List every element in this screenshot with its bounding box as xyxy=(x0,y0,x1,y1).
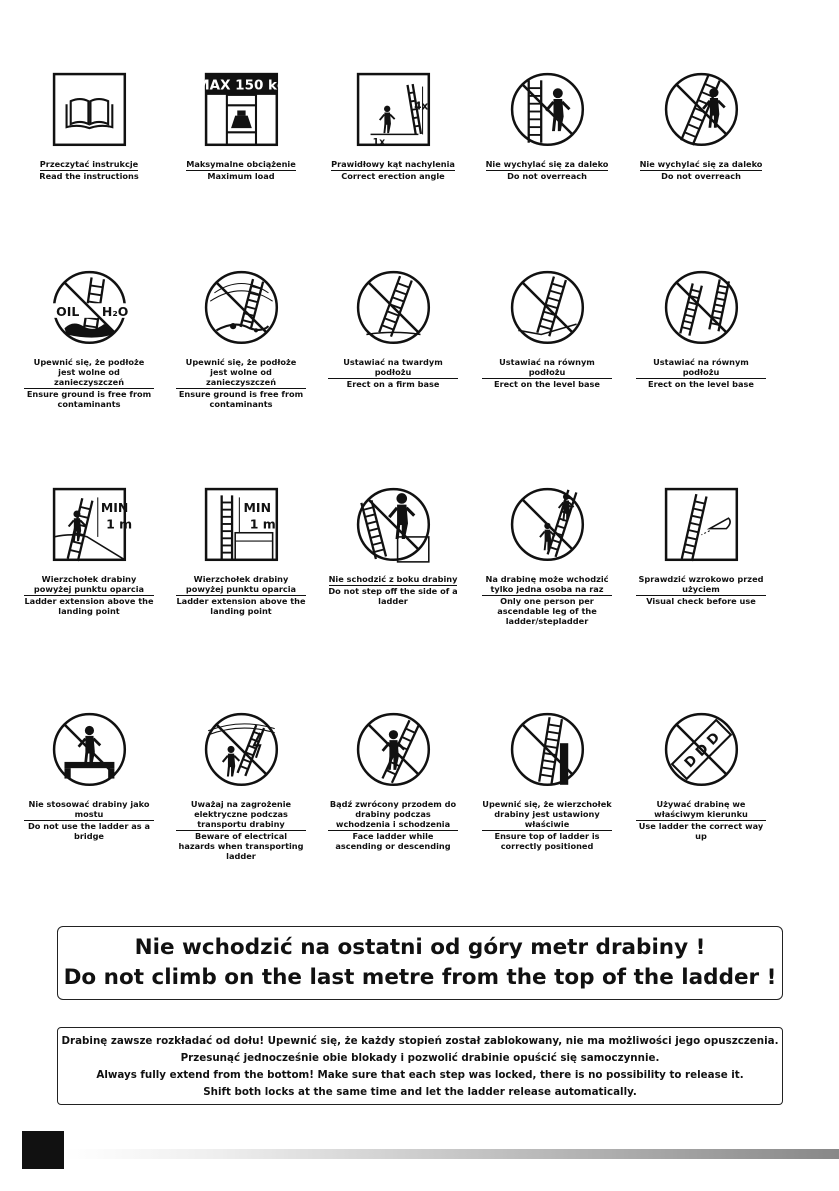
page-marker xyxy=(22,1131,64,1169)
debris-icon xyxy=(204,270,279,345)
pictogram-caption xyxy=(176,574,306,616)
pictogram-caption xyxy=(636,159,766,181)
pictogram-caption xyxy=(24,159,154,181)
caption-en: Face ladder while ascending or descending xyxy=(335,830,451,851)
pictogram-caption xyxy=(176,159,306,181)
angle-icon xyxy=(356,72,431,147)
pictogram-caption xyxy=(636,357,766,389)
caption-pl: Upewnić się, że podłoże jest wolne od zanieczyszczeń xyxy=(176,357,306,389)
caption-pl: Upewnić się, że podłoże jest wolne od zanieczyszczeń xyxy=(24,357,154,389)
pictogram-15 xyxy=(636,487,766,606)
pictogram-caption xyxy=(328,574,458,606)
pictogram-caption xyxy=(24,799,154,841)
pictogram-caption xyxy=(328,799,458,851)
pictogram-caption xyxy=(636,799,766,841)
pictogram-caption xyxy=(482,159,612,181)
firm-base-icon xyxy=(356,270,431,345)
max-load-icon xyxy=(195,72,287,147)
pictogram-7 xyxy=(176,270,306,409)
footer-gradient-bar xyxy=(64,1149,839,1159)
svg-text:OIL: OIL xyxy=(55,303,79,319)
caption-en: Do not step off the side of a ladder xyxy=(328,585,458,606)
caption-pl: Bądź zwrócony przodem do drabiny podczas wchodzenia i schodzenia xyxy=(329,798,457,829)
pictogram-18 xyxy=(328,712,458,851)
visual-check-icon xyxy=(664,487,739,562)
pictogram-4 xyxy=(482,72,612,181)
face-ladder-icon xyxy=(356,712,431,787)
caption-pl: Upewnić się, że wierzchołek drabiny jest ustawiony właściwie xyxy=(482,798,612,829)
caption-en: Ensure ground is free from contaminants xyxy=(26,388,152,409)
pictogram-6 xyxy=(24,270,154,409)
caption-en: Do not use the ladder as a bridge xyxy=(27,820,150,841)
caption-en: Visual check before use xyxy=(646,595,756,606)
caption-pl: Na drabinę może wchodzić tylko jedna osoba na raz xyxy=(482,574,612,596)
pictogram-13 xyxy=(328,487,458,606)
svg-text:H₂O: H₂O xyxy=(101,303,128,319)
oil-water-icon xyxy=(52,270,127,345)
caption-en: Ladder extension above the landing point xyxy=(176,595,306,616)
warning-pl: Nie wchodzić na ostatni od góry metr drabiny ! xyxy=(134,935,706,960)
caption-en: Ensure ground is free from contaminants xyxy=(178,388,304,409)
caption-pl: Ustawiać na równym podłożu xyxy=(636,357,766,379)
caption-pl: Prawidłowy kąt nachylenia xyxy=(331,158,455,169)
pictogram-2 xyxy=(176,72,306,181)
caption-en: Ensure top of ladder is correctly positioned xyxy=(494,830,600,851)
top-position-icon xyxy=(510,712,585,787)
caption-en: Ladder extension above the landing point xyxy=(24,595,154,616)
pictogram-5 xyxy=(636,72,766,181)
caption-pl: Przeczytać instrukcje xyxy=(39,158,139,169)
caption-en: Beware of electrical hazards when transporting ladder xyxy=(178,830,304,861)
two-ladders-icon xyxy=(664,270,739,345)
caption-en: Do not overreach xyxy=(507,170,587,181)
pictogram-10 xyxy=(636,270,766,389)
caption-pl: Sprawdzić wzrokowo przed użyciem xyxy=(636,574,766,596)
direction-icon xyxy=(664,712,739,787)
pictogram-caption xyxy=(24,357,154,409)
svg-text:1x: 1x xyxy=(372,136,385,148)
warning-en: Do not climb on the last metre from the top of the ladder ! xyxy=(63,965,777,990)
pictogram-19 xyxy=(482,712,612,851)
caption-pl: Nie stosować drabiny jako mostu xyxy=(24,799,154,821)
pictogram-caption xyxy=(636,574,766,606)
svg-text:MAX 150 kg: MAX 150 kg xyxy=(195,77,287,94)
pictogram-caption xyxy=(482,357,612,389)
pictogram-16 xyxy=(24,712,154,841)
info-line-2: Przesunąć jednocześnie obie blokady i pozwolić drabinie opuścić się samoczynnie. xyxy=(180,1052,660,1064)
caption-en: Use ladder the correct way up xyxy=(638,820,764,841)
extension-instructions xyxy=(57,1027,783,1105)
svg-text:1 m: 1 m xyxy=(249,516,276,532)
caption-en: Do not overreach xyxy=(661,170,741,181)
svg-text:4x: 4x xyxy=(413,100,428,113)
pictogram-20 xyxy=(636,712,766,841)
pictogram-caption xyxy=(176,357,306,409)
overreach-icon xyxy=(510,72,585,147)
caption-pl: Uważaj na zagrożenie elektryczne podczas transportu drabiny xyxy=(176,799,306,831)
info-line-4: Shift both locks at the same time and let the ladder release automatically. xyxy=(203,1086,637,1098)
top-metre-warning xyxy=(57,926,783,1000)
min-extension-roof-icon xyxy=(204,487,279,562)
pictogram-caption xyxy=(482,799,612,851)
book-icon xyxy=(52,72,127,147)
caption-en: Erect on the level base xyxy=(494,378,600,389)
caption-pl: Maksymalne obciążenie xyxy=(186,158,296,169)
pictogram-caption xyxy=(24,574,154,616)
caption-en: Erect on the level base xyxy=(648,378,754,389)
caption-pl: Nie wychylać się za daleko xyxy=(639,158,763,169)
pictogram-12 xyxy=(176,487,306,616)
pictogram-caption xyxy=(482,574,612,626)
info-line-1: Drabinę zawsze rozkładać od dołu! Upewnić się, że każdy stopień został zablokowany, nie ma możliwości jego opuszczenia. xyxy=(61,1035,779,1047)
pictogram-8 xyxy=(328,270,458,389)
pictogram-17 xyxy=(176,712,306,861)
caption-pl: Nie schodzić z boku drabiny xyxy=(328,573,458,584)
pictogram-9 xyxy=(482,270,612,389)
caption-pl: Używać drabinę we właściwym kierunku xyxy=(636,799,766,821)
caption-pl: Nie wychylać się za daleko xyxy=(485,158,609,169)
caption-pl: Wierzchołek drabiny powyżej punktu oparcia xyxy=(176,574,306,596)
caption-en: Maximum load xyxy=(207,170,275,181)
pictogram-14 xyxy=(482,487,612,626)
pictogram-caption xyxy=(328,357,458,389)
pictogram-caption xyxy=(328,159,458,181)
caption-en: Read the instructions xyxy=(39,170,139,181)
electrical-hazard-icon xyxy=(204,712,279,787)
svg-text:1 m: 1 m xyxy=(105,516,132,532)
svg-text:MIN: MIN xyxy=(100,499,128,515)
caption-en: Correct erection angle xyxy=(341,170,445,181)
bridge-icon xyxy=(52,712,127,787)
one-person-icon xyxy=(510,487,585,562)
caption-pl: Ustawiać na równym podłożu xyxy=(482,357,612,379)
caption-en: Erect on a firm base xyxy=(346,378,440,389)
pictogram-caption xyxy=(176,799,306,861)
caption-pl: Ustawiać na twardym podłożu xyxy=(328,357,458,379)
pictogram-1 xyxy=(24,72,154,181)
level-base-icon xyxy=(510,270,585,345)
pictogram-11 xyxy=(24,487,154,616)
pictogram-3 xyxy=(328,72,458,181)
info-line-3: Always fully extend from the bottom! Make sure that each step was locked, there is no possibility to release it. xyxy=(96,1069,744,1081)
svg-text:MIN: MIN xyxy=(243,499,271,515)
step-off-side-icon xyxy=(356,487,431,562)
min-extension-icon xyxy=(52,487,132,562)
caption-pl: Wierzchołek drabiny powyżej punktu oparcia xyxy=(24,574,154,596)
caption-en: Only one person per ascendable leg of the ladder/stepladder xyxy=(497,595,597,626)
falling-icon xyxy=(664,72,739,147)
